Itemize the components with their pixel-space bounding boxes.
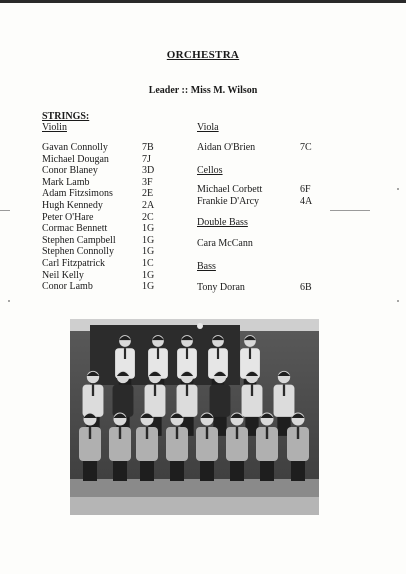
list-item [42,165,172,177]
margin-mark-right [330,210,370,211]
viola-heading: Viola [197,122,219,133]
list-item [42,235,172,247]
bass-player-class: 6B [300,282,312,293]
violin-player-class: 1G [142,223,155,235]
violin-player-class: 2A [142,199,155,211]
violin-player-name: Adam Fitzsimons [42,188,113,200]
bass-heading: Bass [197,261,216,272]
violin-player-class: 2E [142,188,154,200]
list-item [42,188,172,200]
list-item [42,258,172,270]
cello-player-name: Michael Corbett [197,184,263,195]
leader-line: Leader :: Miss M. Wilson [148,85,258,96]
double-bass-player-name: Cara McCann [197,238,253,249]
list-item [42,177,172,189]
violin-player-name: Conor Lamb [42,281,93,293]
cellos-heading: Cellos [197,165,223,176]
violin-player-name: Neil Kelly [42,269,84,281]
viola-player-class: 7C [300,142,312,153]
violin-player-name: Peter O'Hare [42,211,94,223]
bass-player-name: Tony Doran [197,282,245,293]
list-item [42,142,172,154]
speck [8,300,10,302]
violin-player-class: 7J [142,153,151,165]
list-item [42,270,172,282]
violin-player-name: Michael Dougan [42,153,109,165]
group-photo-image [70,319,319,515]
list-item [42,212,172,224]
violin-player-name: Mark Lamb [42,176,90,188]
strings-heading: STRINGS: [42,111,90,122]
violin-player-name: Carl Fitzpatrick [42,257,106,269]
list-item [42,223,172,235]
speck [397,300,399,302]
violin-player-name: Stephen Connolly [42,246,114,258]
violin-player-class: 7B [142,142,154,153]
cello-player-class: 6F [300,184,311,195]
violin-player-name: Hugh Kennedy [42,199,103,211]
list-item [42,200,172,212]
violin-player-name: Cormac Bennett [42,223,108,235]
speck [397,188,399,190]
viola-player-name: Aidan O'Brien [197,142,256,153]
violin-player-class: 2C [142,211,154,223]
violin-heading: Violin [42,122,67,133]
double-bass-heading: Double Bass [197,217,248,228]
violin-player-class: 3F [142,176,153,188]
violin-player-class: 1G [142,281,155,293]
page-top-edge [0,0,406,3]
violin-player-class: 3D [142,165,155,177]
cello-player-class: 4A [300,196,313,207]
list-item [42,281,172,293]
violin-player-name: Conor Blaney [42,165,98,177]
list-item [42,246,172,258]
cello-player-name: Frankie D'Arcy [197,196,260,207]
page-title: ORCHESTRA [166,49,240,61]
list-item [42,154,172,166]
violin-player-class: 1G [142,234,155,246]
violin-player-name: Stephen Campbell [42,234,116,246]
violin-list [42,142,172,293]
violin-player-class: 1G [142,246,155,258]
orchestra-group-photo [70,319,319,515]
violin-player-name: Gavan Connolly [42,142,108,153]
violin-player-class: 1G [142,269,155,281]
margin-mark-left [0,210,10,211]
violin-player-class: 1C [142,257,154,269]
